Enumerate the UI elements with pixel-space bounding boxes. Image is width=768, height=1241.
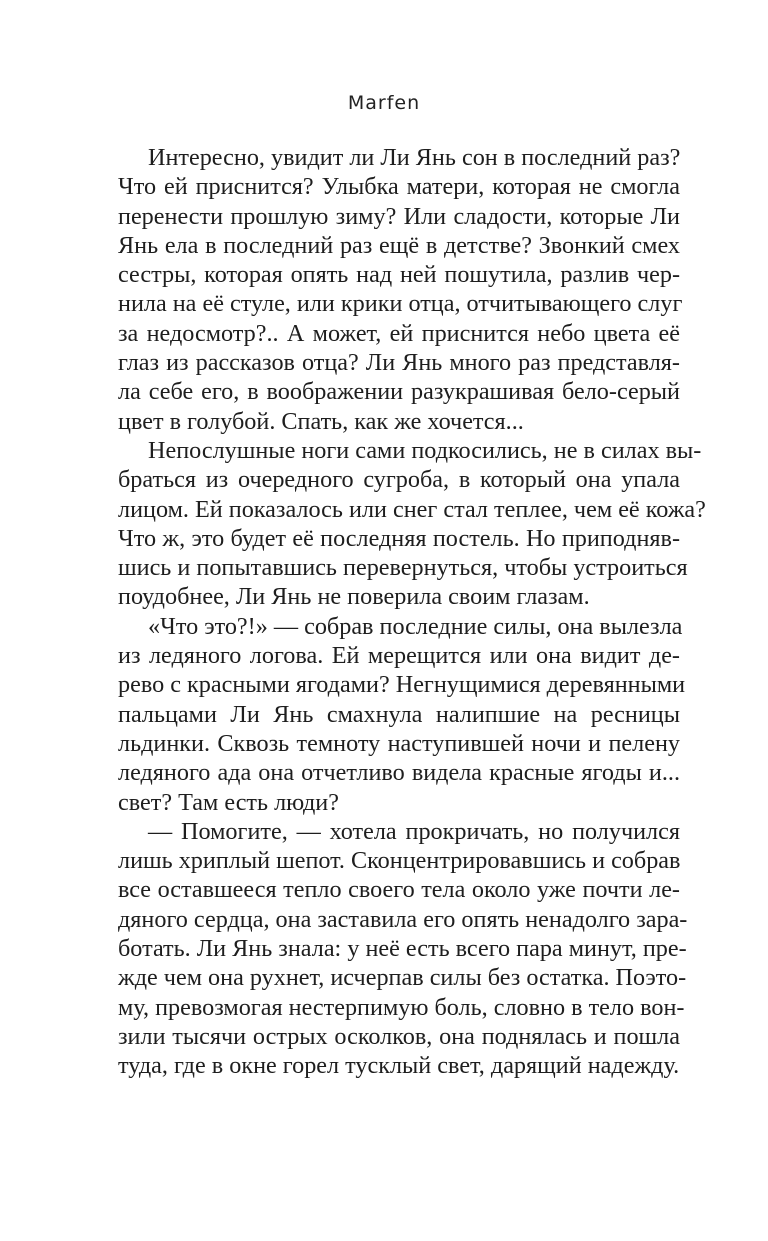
text-line: Что ж, это будет её последняя постель. Но приподняв- — [118, 524, 680, 552]
text-line: лишь хриплый шепот. Сконцентрировавшись и собрав — [118, 847, 681, 875]
text-line: браться из очередного сугроба, в который она упала — [118, 466, 680, 494]
paragraph-3 — [118, 612, 686, 817]
text-line: ла себе его, в воображении разукрашивая бело-серый — [118, 378, 680, 406]
text-line: нила на её стуле, или крики отца, отчитывающего слуг — [118, 290, 683, 318]
text-line: за недосмотр?.. А может, ей приснится небо цвета её — [118, 319, 680, 347]
text-line: «Что это?!» — собрав последние силы, она вылезла — [148, 612, 683, 640]
text-line: лицом. Ей показалось или снег стал теплее, чем её кожа? — [118, 495, 706, 523]
text-line: ботать. Ли Янь знала: у неё есть всего пара минут, пре- — [118, 935, 687, 963]
text-line: жде чем она рухнет, исчерпав силы без остатка. Поэто- — [118, 964, 687, 992]
text-line: Что ей приснится? Улыбка матери, которая не смогла — [118, 173, 680, 201]
text-line: ледяного ада она отчетливо видела красные ягоды и... — [118, 759, 680, 787]
text-line: перенести прошлую зиму? Или сладости, которые Ли — [118, 202, 680, 230]
text-line: поудобнее, Ли Янь не поверила своим глазам. — [118, 583, 590, 611]
paragraph-2 — [118, 436, 706, 612]
body-text — [118, 143, 706, 1081]
text-line: пальцами Ли Янь смахнула налипшие на ресницы — [118, 700, 680, 728]
text-line: свет? Там есть люди? — [118, 788, 339, 816]
text-line: все оставшееся тепло своего тела около уже почти ле- — [118, 876, 680, 904]
text-line: сестры, которая опять над ней пошутила, разлив чер- — [118, 261, 680, 289]
text-line: — Помогите, — хотела прокричать, но получился — [148, 817, 680, 845]
text-line: цвет в голубой. Спать, как же хочется... — [118, 407, 524, 435]
text-line: Янь ела в последний раз ещё в детстве? Звонкий смех — [118, 231, 680, 259]
text-line: Интересно, увидит ли Ли Янь сон в последний раз? — [148, 144, 681, 171]
text-line: туда, где в окне горел тусклый свет, дарящий надежду. — [118, 1052, 680, 1080]
text-line: му, превозмогая нестерпимую боль, словно в тело вон- — [118, 993, 685, 1021]
text-line: шись и попытавшись перевернуться, чтобы устроиться — [118, 554, 688, 582]
running-title: Marfen — [347, 92, 421, 114]
paragraph-4 — [118, 817, 688, 1081]
text-line: льдинки. Сквозь темноту наступившей ночи и пелену — [118, 729, 680, 757]
text-line: дяного сердца, она заставила его опять ненадолго зара- — [118, 905, 688, 933]
text-line: Непослушные ноги сами подкосились, не в силах вы- — [148, 436, 702, 464]
paragraph-1 — [118, 143, 683, 436]
text-line: из ледяного логова. Ей мерещится или она видит де- — [118, 642, 680, 670]
text-line: рево с красными ягодами? Негнущимися деревянными — [118, 671, 686, 699]
text-line: глаз из рассказов отца? Ли Янь много раз представля- — [118, 349, 680, 377]
text-line: зили тысячи острых осколков, она поднялась и пошла — [118, 1022, 680, 1050]
